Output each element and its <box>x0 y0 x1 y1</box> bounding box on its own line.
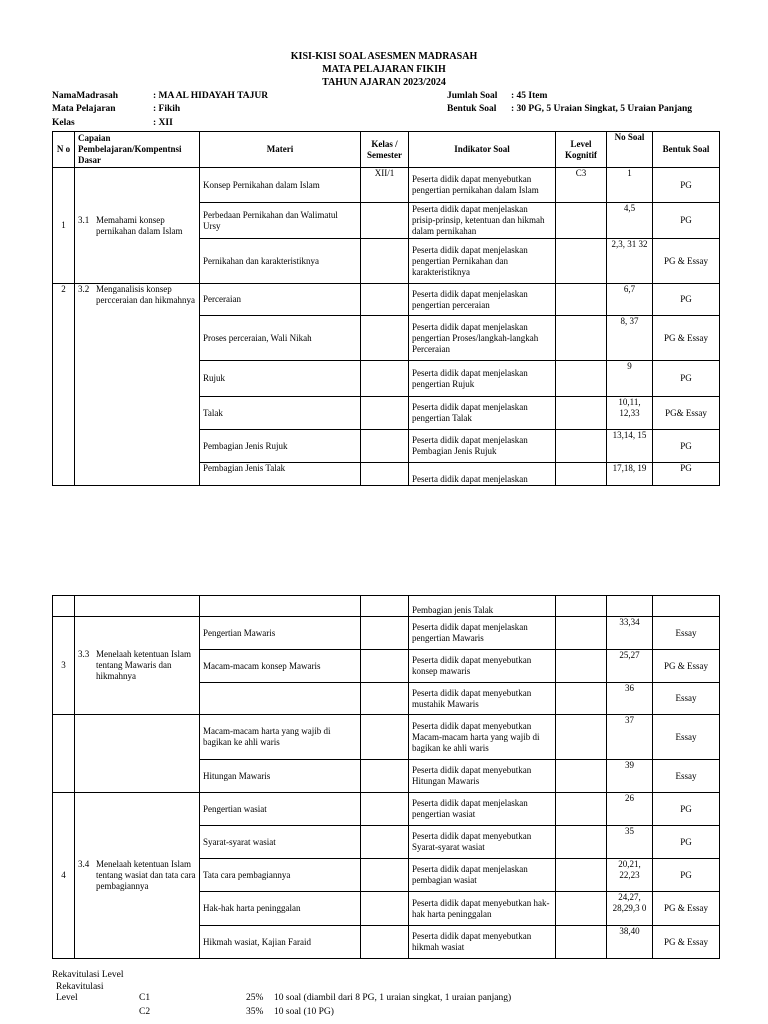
table-row <box>53 715 720 760</box>
indikator-cell: Peserta didik dapat menjelaskan pengertian Mawaris <box>409 617 556 650</box>
bentuk-cell: PG <box>653 430 720 463</box>
table-row <box>53 284 720 316</box>
bentuk-cell <box>653 596 720 617</box>
kisi-table-page-1 <box>52 131 720 486</box>
indikator-cell: Peserta didik dapat menjelaskan Pembagian Jenis Rujuk <box>409 430 556 463</box>
materi-cell: Hikmah wasiat, Kajian Faraid <box>200 926 361 959</box>
kelas-cell <box>361 430 409 463</box>
kelas-cell <box>361 826 409 859</box>
kelas-cell <box>361 239 409 284</box>
level-cell <box>556 397 607 430</box>
cp-text: Menganalisis konsep percceraian dan hikmahnya <box>96 284 195 305</box>
level-cell <box>556 926 607 959</box>
nosoal-cell: 38,40 <box>607 926 653 959</box>
level-cell <box>556 859 607 892</box>
indikator-cell: Peserta didik dapat menyebutkan pengertian pernikahan dalam Islam <box>409 168 556 203</box>
group-no: 1 <box>53 168 75 284</box>
group-cp <box>75 596 200 617</box>
level-cell <box>556 793 607 826</box>
materi-cell <box>200 683 361 715</box>
group-cp <box>75 617 200 715</box>
kelas-cell <box>361 650 409 683</box>
table-header-row <box>53 132 720 168</box>
nosoal-cell: 20,21, 22,23 <box>607 859 653 892</box>
info-label-bentuk: Bentuk Soal <box>447 104 497 114</box>
doc-title-1: KISI-KISI SOAL ASESMEN MADRASAH <box>290 51 478 62</box>
indikator-cell: Peserta didik dapat menyebutkan Macam-macam harta yang wajib di bagikan ke ahli waris <box>409 715 556 760</box>
kelas-cell <box>361 203 409 239</box>
group-no: 3 <box>53 617 75 715</box>
recap-level: C1 <box>139 993 151 1003</box>
table-row <box>53 168 720 203</box>
group-cp <box>75 168 200 284</box>
header-kelas: Kelas / Semester <box>361 132 409 168</box>
cp-text: Memahami konsep pernikahan dalam Islam <box>96 214 183 236</box>
kelas-cell <box>361 683 409 715</box>
recap-level: C2 <box>139 1007 151 1017</box>
materi-cell: Tata cara pembagiannya <box>200 859 361 892</box>
materi-cell: Pembagian Jenis Talak <box>200 463 361 486</box>
indikator-cell: Pembagian jenis Talak <box>409 596 556 617</box>
level-cell <box>556 203 607 239</box>
kelas-cell <box>361 892 409 926</box>
kisi-table-page-2 <box>52 595 720 959</box>
header-nosoal: No Soal <box>607 132 653 168</box>
group-no: 4 <box>53 793 75 959</box>
bentuk-cell: PG <box>653 361 720 397</box>
indikator-cell: Peserta didik dapat menjelaskan pembagian wasiat <box>409 859 556 892</box>
nosoal-cell: 17,18, 19 <box>607 463 653 486</box>
table-row <box>53 596 720 617</box>
cp-number: 3.2 <box>78 284 90 294</box>
level-cell <box>556 361 607 397</box>
level-cell <box>556 683 607 715</box>
level-cell <box>556 284 607 316</box>
cp-number: 3.4 <box>78 859 90 869</box>
indikator-cell: Peserta didik dapat menyebutkan Syarat-syarat wasiat <box>409 826 556 859</box>
materi-cell: Rujuk <box>200 361 361 397</box>
header-level: Level Kognitif <box>556 132 607 168</box>
bentuk-cell: PG & Essay <box>653 892 720 926</box>
level-cell <box>556 596 607 617</box>
nosoal-cell: 25,27 <box>607 650 653 683</box>
level-cell <box>556 760 607 793</box>
kelas-cell <box>361 617 409 650</box>
group-no: 2 <box>53 284 75 486</box>
nosoal-cell: 36 <box>607 683 653 715</box>
nosoal-cell: 8, 37 <box>607 316 653 361</box>
recap-title: Rekavitulasi Level <box>52 970 124 980</box>
nosoal-cell: 26 <box>607 793 653 826</box>
kelas-cell <box>361 284 409 316</box>
header-bentuk: Bentuk Soal <box>653 132 720 168</box>
table-row <box>53 793 720 826</box>
materi-cell: Macam-macam konsep Mawaris <box>200 650 361 683</box>
kelas-cell: XII/1 <box>361 168 409 203</box>
nosoal-cell: 24,27, 28,29,3 0 <box>607 892 653 926</box>
nosoal-cell <box>607 596 653 617</box>
info-label-madrasah: NamaMadrasah <box>52 91 118 101</box>
nosoal-cell: 37 <box>607 715 653 760</box>
cp-text: Menelaah ketentuan Islam tentang wasiat dan tata cara pembagiannya <box>96 859 196 891</box>
level-cell <box>556 239 607 284</box>
kelas-cell <box>361 715 409 760</box>
indikator-cell: Peserta didik dapat menyebutkan mustahik Mawaris <box>409 683 556 715</box>
bentuk-cell: PG <box>653 203 720 239</box>
info-value-mapel: : Fikih <box>153 104 181 114</box>
materi-cell: Pengertian wasiat <box>200 793 361 826</box>
recap-description: 10 soal (10 PG) <box>274 1007 334 1017</box>
header-indikator: Indikator Soal <box>409 132 556 168</box>
materi-cell: Pernikahan dan karakteristiknya <box>200 239 361 284</box>
group-cp <box>75 793 200 959</box>
info-value-bentuk: : 30 PG, 5 Uraian Singkat, 5 Uraian Panjang <box>511 104 693 114</box>
level-cell <box>556 430 607 463</box>
materi-cell: Perbedaan Pernikahan dan Walimatul Ursy <box>200 203 361 239</box>
indikator-cell: Peserta didik dapat menjelaskan prisip-prinsip, ketentuan dan hikmah dalam pernikahan <box>409 203 556 239</box>
cp-text: Menelaah ketentuan Islam tentang Mawaris dan hikmahnya <box>96 649 191 681</box>
kelas-cell <box>361 926 409 959</box>
kelas-cell <box>361 859 409 892</box>
indikator-cell: Peserta didik dapat menjelaskan pengertian Pernikahan dan karakteristiknya <box>409 239 556 284</box>
doc-title-2: MATA PELAJARAN FIKIH <box>322 64 446 75</box>
group-cp <box>75 284 200 486</box>
materi-cell <box>200 596 361 617</box>
info-value-madrasah: : MA AL HIDAYAH TAJUR <box>153 91 269 101</box>
nosoal-cell: 35 <box>607 826 653 859</box>
indikator-cell: Peserta didik dapat menyebutkan Hitungan Mawaris <box>409 760 556 793</box>
level-cell <box>556 316 607 361</box>
indikator-cell: Peserta didik dapat menyebutkan hak-hak harta peninggalan <box>409 892 556 926</box>
nosoal-cell: 13,14, 15 <box>607 430 653 463</box>
info-value-jumlah: : 45 Item <box>511 91 548 101</box>
indikator-cell: Peserta didik dapat menjelaskan pengertian wasiat <box>409 793 556 826</box>
cp-number: 3.1 <box>78 214 90 225</box>
materi-cell: Hitungan Mawaris <box>200 760 361 793</box>
materi-cell: Pengertian Mawaris <box>200 617 361 650</box>
materi-cell: Macam-macam harta yang wajib di bagikan ke ahli waris <box>200 715 361 760</box>
bentuk-cell: Essay <box>653 715 720 760</box>
recap-percent: 35% <box>246 1007 264 1017</box>
bentuk-cell: PG & Essay <box>653 239 720 284</box>
info-label-jumlah: Jumlah Soal <box>447 91 498 101</box>
kelas-cell <box>361 463 409 486</box>
indikator-cell: Peserta didik dapat menjelaskan pengertian Rujuk <box>409 361 556 397</box>
recap-level-label: Level <box>56 993 78 1003</box>
bentuk-cell: PG <box>653 168 720 203</box>
bentuk-cell: PG <box>653 859 720 892</box>
nosoal-cell: 4,5 <box>607 203 653 239</box>
materi-cell: Proses perceraian, Wali Nikah <box>200 316 361 361</box>
header-cp: Capaian Pembelajaran/Kompentnsi Dasar <box>75 132 200 168</box>
level-cell <box>556 617 607 650</box>
kelas-cell <box>361 596 409 617</box>
nosoal-cell: 39 <box>607 760 653 793</box>
group-no <box>53 715 75 793</box>
kelas-cell <box>361 316 409 361</box>
bentuk-cell: PG <box>653 284 720 316</box>
recap-percent: 25% <box>246 993 264 1003</box>
bentuk-cell: Essay <box>653 683 720 715</box>
bentuk-cell: PG & Essay <box>653 650 720 683</box>
nosoal-cell: 33,34 <box>607 617 653 650</box>
materi-cell: Pembagian Jenis Rujuk <box>200 430 361 463</box>
kelas-cell <box>361 760 409 793</box>
cp-number: 3.3 <box>78 649 90 659</box>
bentuk-cell: Essay <box>653 760 720 793</box>
nosoal-cell: 10,11, 12,33 <box>607 397 653 430</box>
info-label-kelas: Kelas <box>52 118 75 128</box>
group-cp <box>75 715 200 793</box>
level-cell <box>556 650 607 683</box>
nosoal-cell: 2,3, 31 32 <box>607 239 653 284</box>
group-no <box>53 596 75 617</box>
kelas-cell <box>361 361 409 397</box>
bentuk-cell: PG <box>653 826 720 859</box>
materi-cell: Konsep Pernikahan dalam Islam <box>200 168 361 203</box>
header-materi: Materi <box>200 132 361 168</box>
bentuk-cell: PG <box>653 463 720 486</box>
bentuk-cell: Essay <box>653 617 720 650</box>
level-cell <box>556 715 607 760</box>
bentuk-cell: PG & Essay <box>653 926 720 959</box>
doc-title-3: TAHUN AJARAN 2023/2024 <box>322 77 446 88</box>
materi-cell: Hak-hak harta peninggalan <box>200 892 361 926</box>
kelas-cell <box>361 397 409 430</box>
indikator-cell: Peserta didik dapat menyebutkan hikmah wasiat <box>409 926 556 959</box>
nosoal-cell: 9 <box>607 361 653 397</box>
indikator-cell: Peserta didik dapat menjelaskan pengertian Talak <box>409 397 556 430</box>
materi-cell: Syarat-syarat wasiat <box>200 826 361 859</box>
level-cell <box>556 892 607 926</box>
nosoal-cell: 6,7 <box>607 284 653 316</box>
indikator-cell: Peserta didik dapat menjelaskan <box>409 463 556 486</box>
indikator-cell: Peserta didik dapat menyebutkan konsep mawaris <box>409 650 556 683</box>
level-cell: C3 <box>556 168 607 203</box>
level-cell <box>556 463 607 486</box>
recap-subtitle: Rekavitulasi <box>56 982 104 992</box>
info-value-kelas: : XII <box>153 118 173 128</box>
header-no: N o <box>53 132 75 168</box>
recap-description: 10 soal (diambil dari 8 PG, 1 uraian singkat, 1 uraian panjang) <box>274 993 512 1003</box>
bentuk-cell: PG& Essay <box>653 397 720 430</box>
indikator-cell: Peserta didik dapat menjelaskan pengertian perceraian <box>409 284 556 316</box>
indikator-cell: Peserta didik dapat menjelaskan pengertian Proses/langkah-langkah Perceraian <box>409 316 556 361</box>
materi-cell: Perceraian <box>200 284 361 316</box>
table-row <box>53 617 720 650</box>
kelas-cell <box>361 793 409 826</box>
materi-cell: Talak <box>200 397 361 430</box>
info-label-mapel: Mata Pelajaran <box>52 104 116 114</box>
nosoal-cell: 1 <box>607 168 653 203</box>
level-cell <box>556 826 607 859</box>
bentuk-cell: PG & Essay <box>653 316 720 361</box>
bentuk-cell: PG <box>653 793 720 826</box>
